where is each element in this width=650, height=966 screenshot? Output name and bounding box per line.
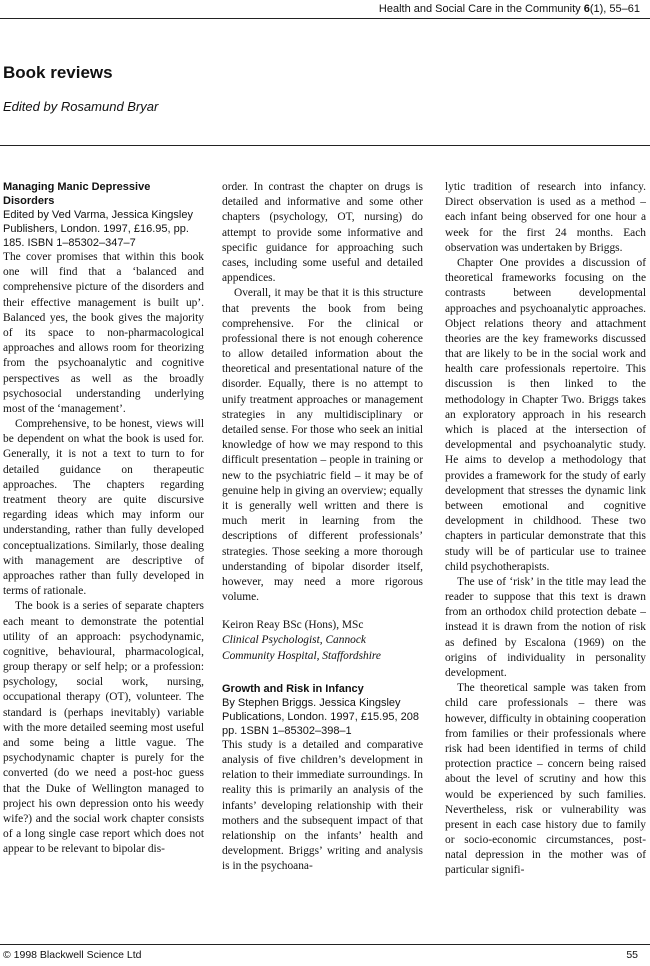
header-rule	[0, 18, 650, 19]
review1-para-3a: The book is a series of separate chapters each meant to demonstrate the potential utility of an approach: psychodynamic, cognitive, behavioural, pharmacological, group therapy or self help; or a profession: psychology, social work, nursing, occupational therapy (OT), volunteer. The standard is (perhaps inevitably) variable with the more detailed seeming most useful and some being a little vague. The psychodynamic chapter is purely for the converted (do we need a post-hoc guess that the Duke of Wellington managed to project his own depression onto his weedy wife?) and the social work chapter consists of a long single case report which does not appear to be relevant to bipolar dis-	[3, 600, 204, 856]
review2-para-1a: This study is a detailed and comparative analysis of five children’s development in relation to their immediate surroundings. In reality this is primarily an analysis of the infants’ developing relationship with their mothers and the subsequent impact of that relationship on the infants’ health and development. Briggs’ writing and analysis is in the psychoana-	[222, 738, 423, 873]
page-number: 55	[626, 949, 638, 961]
review1-reviewer: Keiron Reay BSc (Hons), MSc	[222, 619, 364, 632]
review1-affiliation-line2: Community Hospital, Staffordshire	[222, 649, 381, 662]
review1-para-1: The cover promises that within this book one will find that a ‘balanced and comprehensive picture of the disorders and their effective management is built up’. Balanced yes, the book gives the majority of its space to non-pharmacological approaches and allows room for theorizing from the psychoanalytic and cognitive perspectives as well as the broadly psychosocial understanding underlying most of the ‘management’.	[3, 251, 204, 415]
column-right	[445, 180, 646, 879]
review1-bib: Edited by Ved Varma, Jessica Kingsley Publishers, London. 1997, £16.95, pp. 185. ISBN 1–85302–347–7	[3, 209, 193, 249]
review2-para-2: Chapter One provides a discussion of theoretical frameworks focusing on the contrasts between developmental approaches and psychoanalytic approaches. Object relations theory and attachment theories are the key frameworks discussed that are likely to be in the social work and health care professionals repertoire. This discussion is then linked to the methodology in Chapter Two. Briggs takes an exploratory approach in his research which is placed at the intersection of developmental and psychoanalytic study. He aims to develop a methodology that provides a framework for the study of early development that stresses the dynamic link between emotional and cognitive development in childhood. These two chapters in particular demonstrate that this study will be of particular use to trainee child psychotherapists.	[445, 256, 646, 573]
footer-copyright: © 1998 Blackwell Science Ltd	[3, 949, 142, 961]
review2-bib: By Stephen Briggs. Jessica Kingsley Publications, London. 1997, £15.95, 208 pp. 1SBN 1–85302–398–1	[222, 696, 419, 737]
section-rule	[0, 145, 650, 146]
column-left	[3, 180, 204, 858]
journal-volume: 6	[583, 3, 590, 15]
review1-para-4: Overall, it may be that it is this structure that prevents the book from being comprehensive. For the clinical or professional there is not enough coherence to allow detailed information about the theoretical and presentational nature of the disorder. Equally, there is no attempt to unify treatment approaches or management strategies in any multidisciplinary or detailed sense. For those who seek an initial knowledge of how we may respond to this difficult presentation – people in training or new to the psychiatric field – it may be of genuine help in giving an overview; equally it is generally well written and there is much merit in learning from the descriptions of different professionals’ strategies. Those seeking a more thorough understanding of bipolar disorder itself, however, may need a more rigorous volume.	[222, 287, 423, 604]
review1-para-2: Comprehensive, to be honest, views will be dependent on what the book is used for. Generally, it is not a text to turn to for detailed guidance on therapeutic approaches. The chapters regarding treatment theory are quite discursive regarding ideas which may inform our understanding, rather than fully developed conceptualizations. Similarly, those dealing with management are descriptive of approaches rather than fully developed in terms of rationale.	[3, 418, 204, 598]
review1-para-3b: order. In contrast the chapter on drugs is detailed and informative and some other chapters (psychology, OT, nursing) do attempt to provide some informative and specific guidance for approaching such cases, including some useful and detailed appendices.	[222, 181, 423, 285]
running-head	[379, 3, 640, 15]
footer-rule	[0, 944, 650, 945]
review1-title: Managing Manic Depressive Disorders	[3, 181, 151, 207]
journal-title: Health and Social Care in the Community	[378, 3, 584, 15]
journal-issue-pages: (1), 55–61	[589, 3, 640, 15]
review2-para-3: The use of ‘risk’ in the title may lead the reader to suppose that this text is drawn from an orthodox child protection debate – instead it is drawn from the notion of risk as defined by Escalona (1969) on the origins of individuality in personality development.	[445, 575, 646, 679]
review2-para-1b: lytic tradition of research into infancy. Direct observation is used as a method – each infant being observed for one hour a week for the first 24 months. Each observation was undertaken by Briggs.	[445, 181, 646, 254]
section-editor: Edited by Rosamund Bryar	[3, 99, 159, 114]
column-middle	[222, 180, 423, 875]
review1-affiliation-line1: Clinical Psychologist, Cannock	[222, 634, 366, 647]
section-title: Book reviews	[3, 63, 113, 82]
review2-para-4: The theoretical sample was taken from child care professionals – there was however, difficulty in obtaining cooperation from families or their professionals where risk had been identified in terms of child protection practice – concern being raised about the level of scrutiny and how this would be experienced by such families. Nevertheless, risk or vulnerability was present in each case history due to family or socio-economic circumstances, post-natal depression in the mother was of particular signifi-	[445, 682, 646, 877]
review2-title: Growth and Risk in Infancy	[222, 682, 364, 695]
